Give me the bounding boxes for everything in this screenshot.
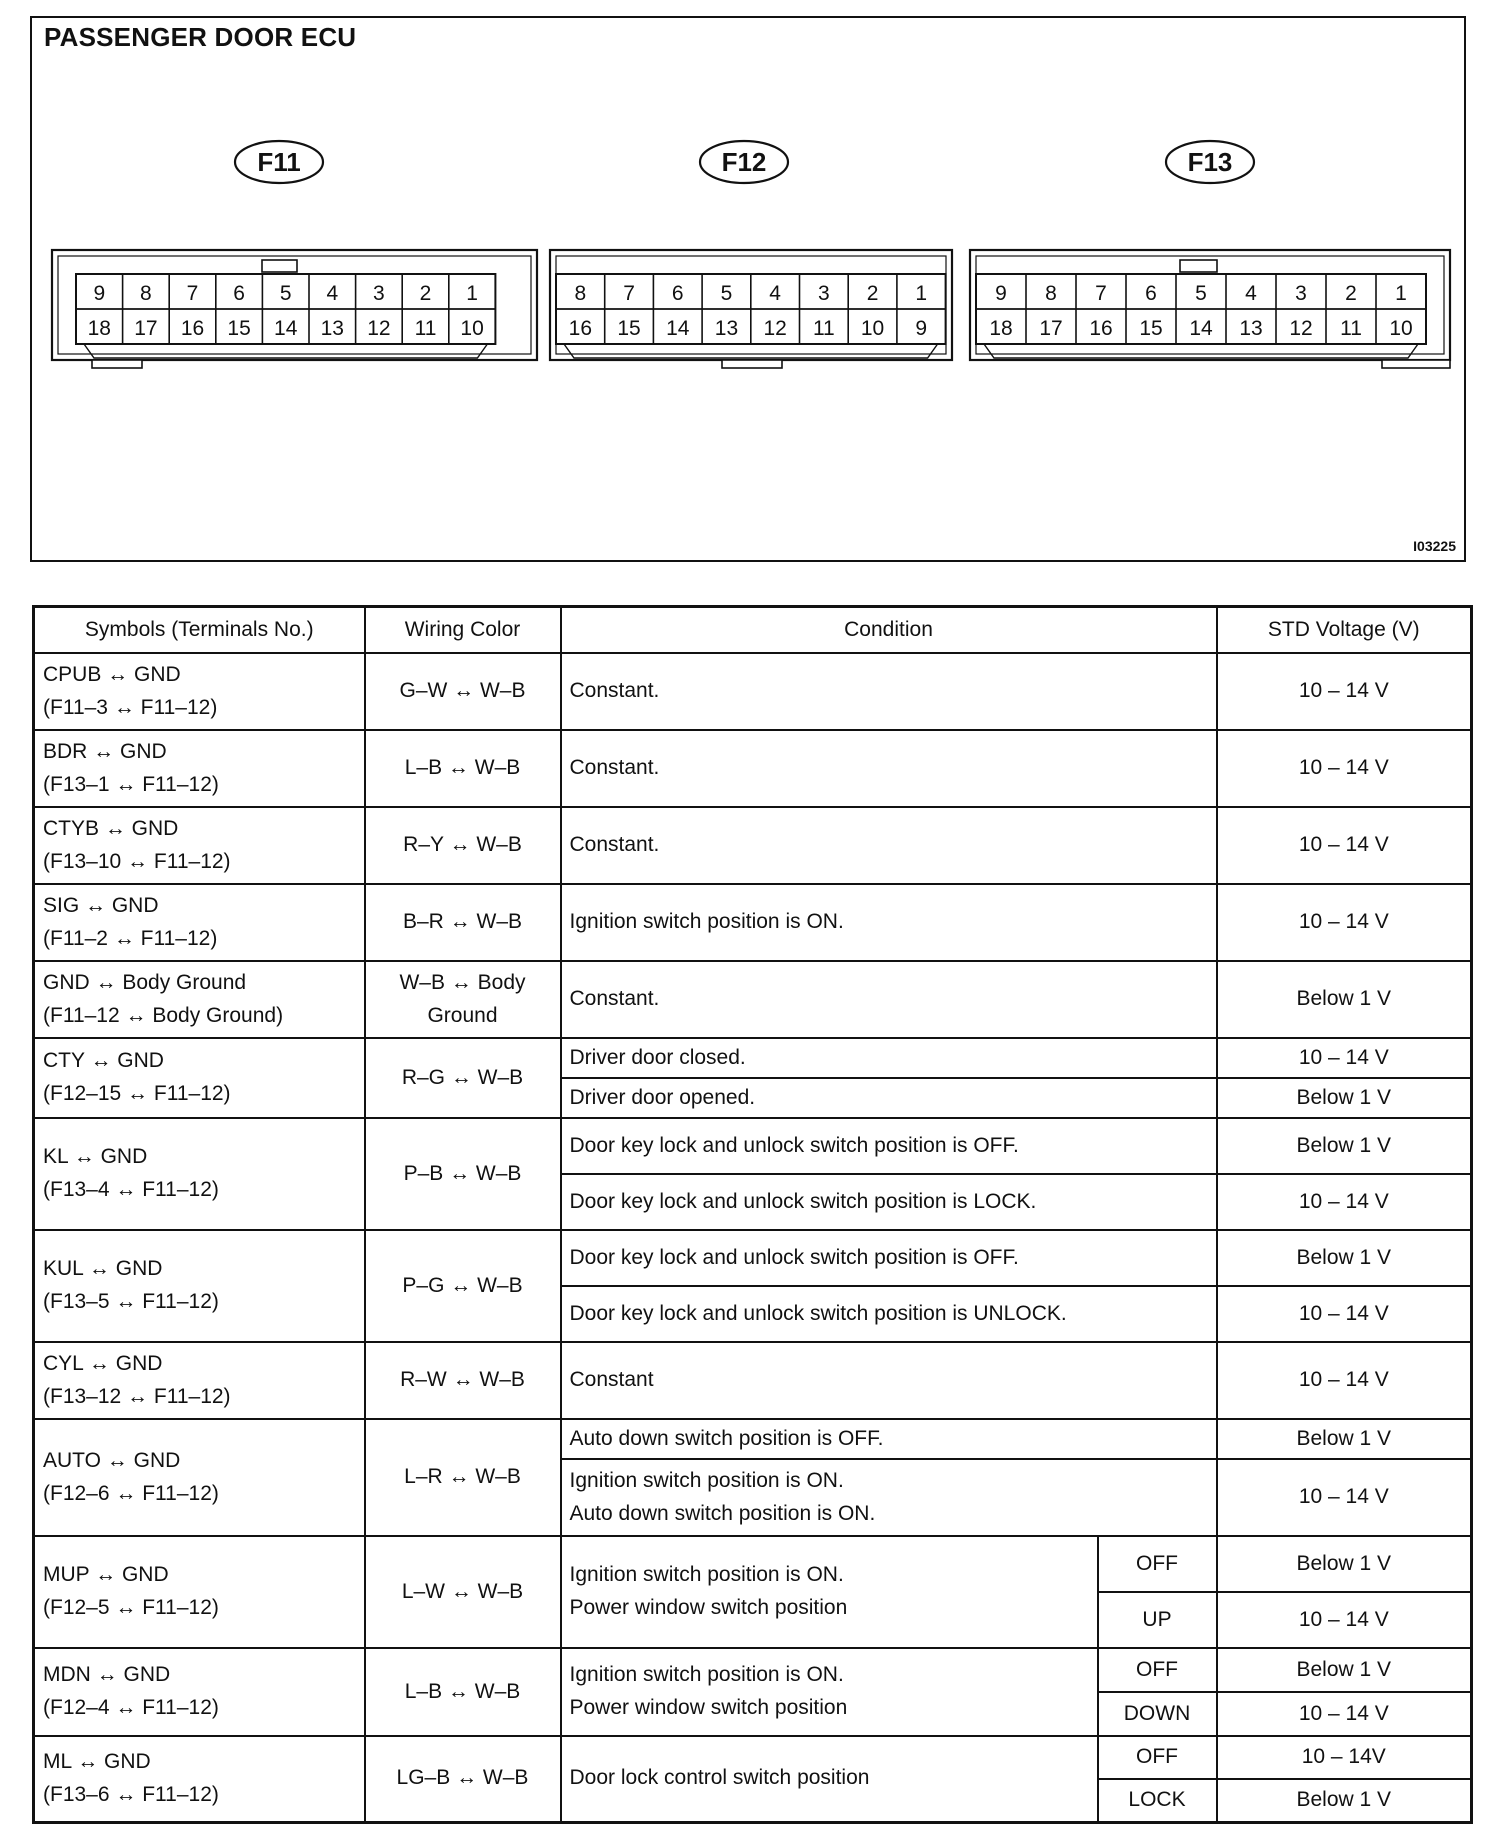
pin-label: 10 — [460, 317, 484, 340]
wiring-color: B–R ↔ W–B — [365, 884, 561, 961]
connector-label-f11 — [235, 141, 323, 183]
switch-position: OFF — [1098, 1536, 1217, 1592]
sym-line: CTYB ↔ GND — [43, 816, 179, 840]
sym-line: CTY ↔ GND — [43, 1049, 164, 1073]
cond-line: Ignition switch position is ON. — [569, 1663, 844, 1687]
terminal-symbol — [34, 1419, 365, 1536]
cond-line: Door key lock and unlock switch position is OFF. — [569, 1133, 1019, 1157]
switch-position: OFF — [1098, 1648, 1217, 1692]
pin-label: 11 — [812, 317, 835, 340]
std-voltage: 10 – 14 V — [1217, 653, 1472, 730]
connector-label-f12 — [700, 141, 788, 183]
cond-line: Constant. — [569, 679, 660, 703]
pin-label: 5 — [720, 282, 733, 305]
pin-label: 10 — [1389, 317, 1413, 340]
pin-label: 7 — [186, 282, 199, 305]
terminal-symbol — [34, 1736, 365, 1822]
pin-label: 8 — [1045, 282, 1057, 305]
table-row — [34, 807, 1472, 884]
pin-label: 15 — [617, 317, 641, 340]
sym-line: KUL ↔ GND — [43, 1257, 163, 1281]
sym-line: (F12–4 ↔ F11–12) — [43, 1696, 219, 1719]
cond-line: Door key lock and unlock switch position is OFF. — [569, 1245, 1019, 1269]
pin-label: 1 — [1395, 282, 1407, 305]
cond-line: Auto down switch position is ON. — [569, 1501, 876, 1525]
sym-line: CPUB ↔ GND — [43, 662, 181, 686]
pin-label: 16 — [180, 317, 205, 340]
sym-line: (F13–6 ↔ F11–12) — [43, 1782, 219, 1806]
std-voltage: Below 1 V — [1217, 1230, 1472, 1286]
std-voltage: 10 – 14 V — [1217, 1286, 1472, 1342]
condition — [561, 1038, 1217, 1078]
wiring-color: L–B ↔ W–B — [365, 1648, 561, 1736]
condition — [561, 807, 1217, 884]
wiring-color: R–Y ↔ W–B — [365, 807, 561, 884]
condition — [561, 1118, 1217, 1174]
connector-drawing — [32, 18, 1464, 560]
condition — [561, 653, 1217, 730]
sym-line: (F11–3 ↔ F11–12) — [43, 695, 218, 719]
sym-line: (F11–12 ↔ Body Ground) — [43, 1003, 284, 1027]
switch-position: OFF — [1098, 1736, 1217, 1779]
table-row — [34, 1118, 1472, 1174]
sym-line: (F12–6 ↔ F11–12) — [43, 1481, 219, 1505]
terminal-symbol — [34, 884, 365, 961]
sym-line: MDN ↔ GND — [43, 1663, 171, 1687]
cond-line: Constant. — [569, 833, 660, 857]
diagram-title: PASSENGER DOOR ECU — [44, 22, 357, 52]
terminal-symbol — [34, 730, 365, 807]
sym-line: (F11–2 ↔ F11–12) — [43, 926, 218, 950]
condition — [561, 1230, 1217, 1286]
table-header-row — [34, 607, 1472, 654]
cond-line: Door key lock and unlock switch position is LOCK. — [569, 1189, 1037, 1213]
cond-line: Auto down switch position is OFF. — [569, 1426, 884, 1450]
std-voltage: 10 – 14 V — [1217, 1692, 1472, 1736]
pin-label: 5 — [279, 282, 292, 305]
pin-label: 1 — [466, 282, 478, 305]
wiring-color: P–B ↔ W–B — [365, 1118, 561, 1230]
pin-label: 10 — [860, 317, 885, 340]
pin-label: 3 — [818, 282, 830, 305]
switch-position: UP — [1098, 1592, 1217, 1648]
cond-line: Power window switch position — [569, 1696, 848, 1719]
sym-line: GND ↔ Body Ground — [43, 970, 247, 994]
sym-line: KL ↔ GND — [43, 1145, 148, 1169]
cond-line: Constant. — [569, 987, 660, 1011]
header-symbols: Symbols (Terminals No.) — [34, 607, 365, 654]
pin-label: 14 — [666, 317, 690, 340]
wiring-color: P–G ↔ W–B — [365, 1230, 561, 1342]
sym-line: BDR ↔ GND — [43, 739, 167, 763]
header-std-voltage: STD Voltage (V) — [1217, 607, 1472, 654]
pin-label: 16 — [568, 317, 593, 340]
terminal-symbol — [34, 807, 365, 884]
sym-line: AUTO ↔ GND — [43, 1448, 181, 1472]
pin-label: 6 — [233, 282, 245, 305]
std-voltage: Below 1 V — [1217, 1078, 1472, 1118]
switch-position: DOWN — [1098, 1692, 1217, 1736]
pin-label: 14 — [1189, 317, 1213, 340]
sym-line: (F13–12 ↔ F11–12) — [43, 1384, 231, 1408]
std-voltage: 10 – 14 V — [1217, 884, 1472, 961]
connector-f11 — [52, 141, 537, 368]
terminal-symbol — [34, 1648, 365, 1736]
svg-text:F11: F11 — [257, 147, 301, 177]
std-voltage: Below 1 V — [1217, 961, 1472, 1038]
table-row — [34, 1419, 1472, 1459]
pin-label: 11 — [414, 317, 437, 340]
pin-label: 8 — [574, 282, 587, 305]
table-row — [34, 1038, 1472, 1078]
terminal-symbol — [34, 653, 365, 730]
pin-label: 3 — [373, 282, 385, 305]
pin-label: 15 — [227, 317, 251, 340]
pin-label: 9 — [995, 282, 1007, 305]
pin-label: 2 — [866, 282, 879, 305]
terminal-symbol — [34, 1118, 365, 1230]
table-row — [34, 730, 1472, 807]
header-condition: Condition — [561, 607, 1217, 654]
wiring-color: L–R ↔ W–B — [365, 1419, 561, 1536]
wiring-color: R–W ↔ W–B — [365, 1342, 561, 1419]
pin-label: 4 — [769, 282, 781, 305]
pin-label: 9 — [93, 282, 106, 305]
header-wiring-color: Wiring Color — [365, 607, 561, 654]
pin-label: 1 — [915, 282, 928, 305]
pin-label: 3 — [1295, 282, 1307, 305]
cond-line: Constant. — [569, 756, 660, 780]
svg-text:F12: F12 — [721, 147, 767, 177]
sym-line: CYL ↔ GND — [43, 1351, 163, 1375]
std-voltage: 10 – 14V — [1217, 1736, 1472, 1779]
connector-label-f13 — [1166, 141, 1254, 183]
terminal-symbol — [34, 1342, 365, 1419]
cond-line: Driver door opened. — [569, 1085, 756, 1109]
condition — [561, 961, 1217, 1038]
sym-line: (F13–1 ↔ F11–12) — [43, 772, 219, 796]
pin-label: 12 — [1289, 317, 1313, 340]
connector-diagram — [30, 16, 1466, 562]
std-voltage: 10 – 14 V — [1217, 730, 1472, 807]
pin-label: 12 — [763, 317, 787, 340]
std-voltage: 10 – 14 V — [1217, 1592, 1472, 1648]
table-row — [34, 1230, 1472, 1286]
cond-line: Door key lock and unlock switch position is UNLOCK. — [569, 1301, 1067, 1325]
terminal-symbol — [34, 961, 365, 1038]
table-row — [34, 1736, 1472, 1779]
condition — [561, 1536, 1098, 1648]
wiring-color: W–B ↔ Body Ground — [365, 961, 561, 1038]
cond-line: Constant — [569, 1368, 654, 1392]
std-voltage: Below 1 V — [1217, 1648, 1472, 1692]
condition — [561, 730, 1217, 807]
std-voltage: Below 1 V — [1217, 1118, 1472, 1174]
std-voltage: 10 – 14 V — [1217, 1342, 1472, 1419]
std-voltage: 10 – 14 V — [1217, 1174, 1472, 1230]
std-voltage: 10 – 14 V — [1217, 807, 1472, 884]
sym-line: (F12–5 ↔ F11–12) — [43, 1596, 219, 1619]
cond-line: Driver door closed. — [569, 1045, 746, 1069]
condition — [561, 1419, 1217, 1459]
terminal-voltage-table — [32, 605, 1473, 1824]
std-voltage: 10 – 14 V — [1217, 1038, 1472, 1078]
pin-label: 5 — [1195, 282, 1207, 305]
table-row — [34, 653, 1472, 730]
pin-label: 18 — [989, 317, 1013, 340]
sym-line: (F13–4 ↔ F11–12) — [43, 1178, 219, 1201]
condition — [561, 1342, 1217, 1419]
wiring-color: L–W ↔ W–B — [365, 1536, 561, 1648]
pin-label: 18 — [87, 317, 111, 340]
pin-label: 13 — [1239, 317, 1263, 340]
condition — [561, 1459, 1217, 1536]
pin-label: 6 — [671, 282, 684, 305]
cond-line: Ignition switch position is ON. — [569, 1563, 844, 1587]
condition — [561, 884, 1217, 961]
table-row — [34, 961, 1472, 1038]
svg-text:F13: F13 — [1187, 147, 1233, 177]
table-row — [34, 1648, 1472, 1692]
terminal-symbol — [34, 1230, 365, 1342]
cond-line: Door lock control switch position — [569, 1766, 870, 1790]
terminal-symbol — [34, 1536, 365, 1648]
pin-label: 2 — [419, 282, 432, 305]
sym-line: ML ↔ GND — [43, 1750, 151, 1774]
pin-label: 9 — [915, 317, 928, 340]
pin-label: 13 — [714, 317, 739, 340]
condition — [561, 1174, 1217, 1230]
table-row — [34, 884, 1472, 961]
pin-label: 14 — [274, 317, 298, 340]
table-row — [34, 1342, 1472, 1419]
wiring-color: L–B ↔ W–B — [365, 730, 561, 807]
pin-label: 17 — [1039, 317, 1063, 340]
switch-position: LOCK — [1098, 1779, 1217, 1822]
sym-line: (F12–15 ↔ F11–12) — [43, 1082, 231, 1105]
condition — [561, 1286, 1217, 1342]
pin-label: 7 — [623, 282, 635, 305]
pin-label: 11 — [1340, 317, 1362, 340]
pin-label: 15 — [1139, 317, 1163, 340]
std-voltage: Below 1 V — [1217, 1779, 1472, 1822]
pin-label: 4 — [1245, 282, 1257, 305]
wiring-color: LG–B ↔ W–B — [365, 1736, 561, 1822]
pin-label: 13 — [320, 317, 344, 340]
table-row — [34, 1536, 1472, 1592]
condition — [561, 1078, 1217, 1118]
std-voltage: Below 1 V — [1217, 1536, 1472, 1592]
sym-line: MUP ↔ GND — [43, 1563, 169, 1587]
pin-label: 7 — [1095, 282, 1107, 305]
wiring-color: R–G ↔ W–B — [365, 1038, 561, 1118]
pin-label: 8 — [140, 282, 152, 305]
cond-line: Power window switch position — [569, 1596, 848, 1619]
pin-label: 2 — [1345, 282, 1357, 305]
terminal-symbol — [34, 1038, 365, 1118]
sym-line: (F13–5 ↔ F11–12) — [43, 1290, 219, 1313]
pin-label: 4 — [326, 282, 339, 305]
condition — [561, 1648, 1098, 1736]
figure-code: I03225 — [1413, 538, 1456, 554]
table-body — [34, 653, 1472, 1822]
connector-f13 — [970, 141, 1450, 368]
pin-label: 16 — [1089, 317, 1113, 340]
sym-line: (F13–10 ↔ F11–12) — [43, 849, 231, 873]
wiring-color: G–W ↔ W–B — [365, 653, 561, 730]
std-voltage: Below 1 V — [1217, 1419, 1472, 1459]
connector-f12 — [550, 141, 952, 368]
std-voltage: 10 – 14 V — [1217, 1459, 1472, 1536]
pin-label: 17 — [134, 317, 158, 340]
condition — [561, 1736, 1098, 1822]
cond-line: Ignition switch position is ON. — [569, 1468, 844, 1492]
pin-label: 12 — [367, 317, 391, 340]
sym-line: SIG ↔ GND — [43, 893, 159, 917]
pin-label: 6 — [1145, 282, 1157, 305]
cond-line: Ignition switch position is ON. — [569, 910, 844, 934]
